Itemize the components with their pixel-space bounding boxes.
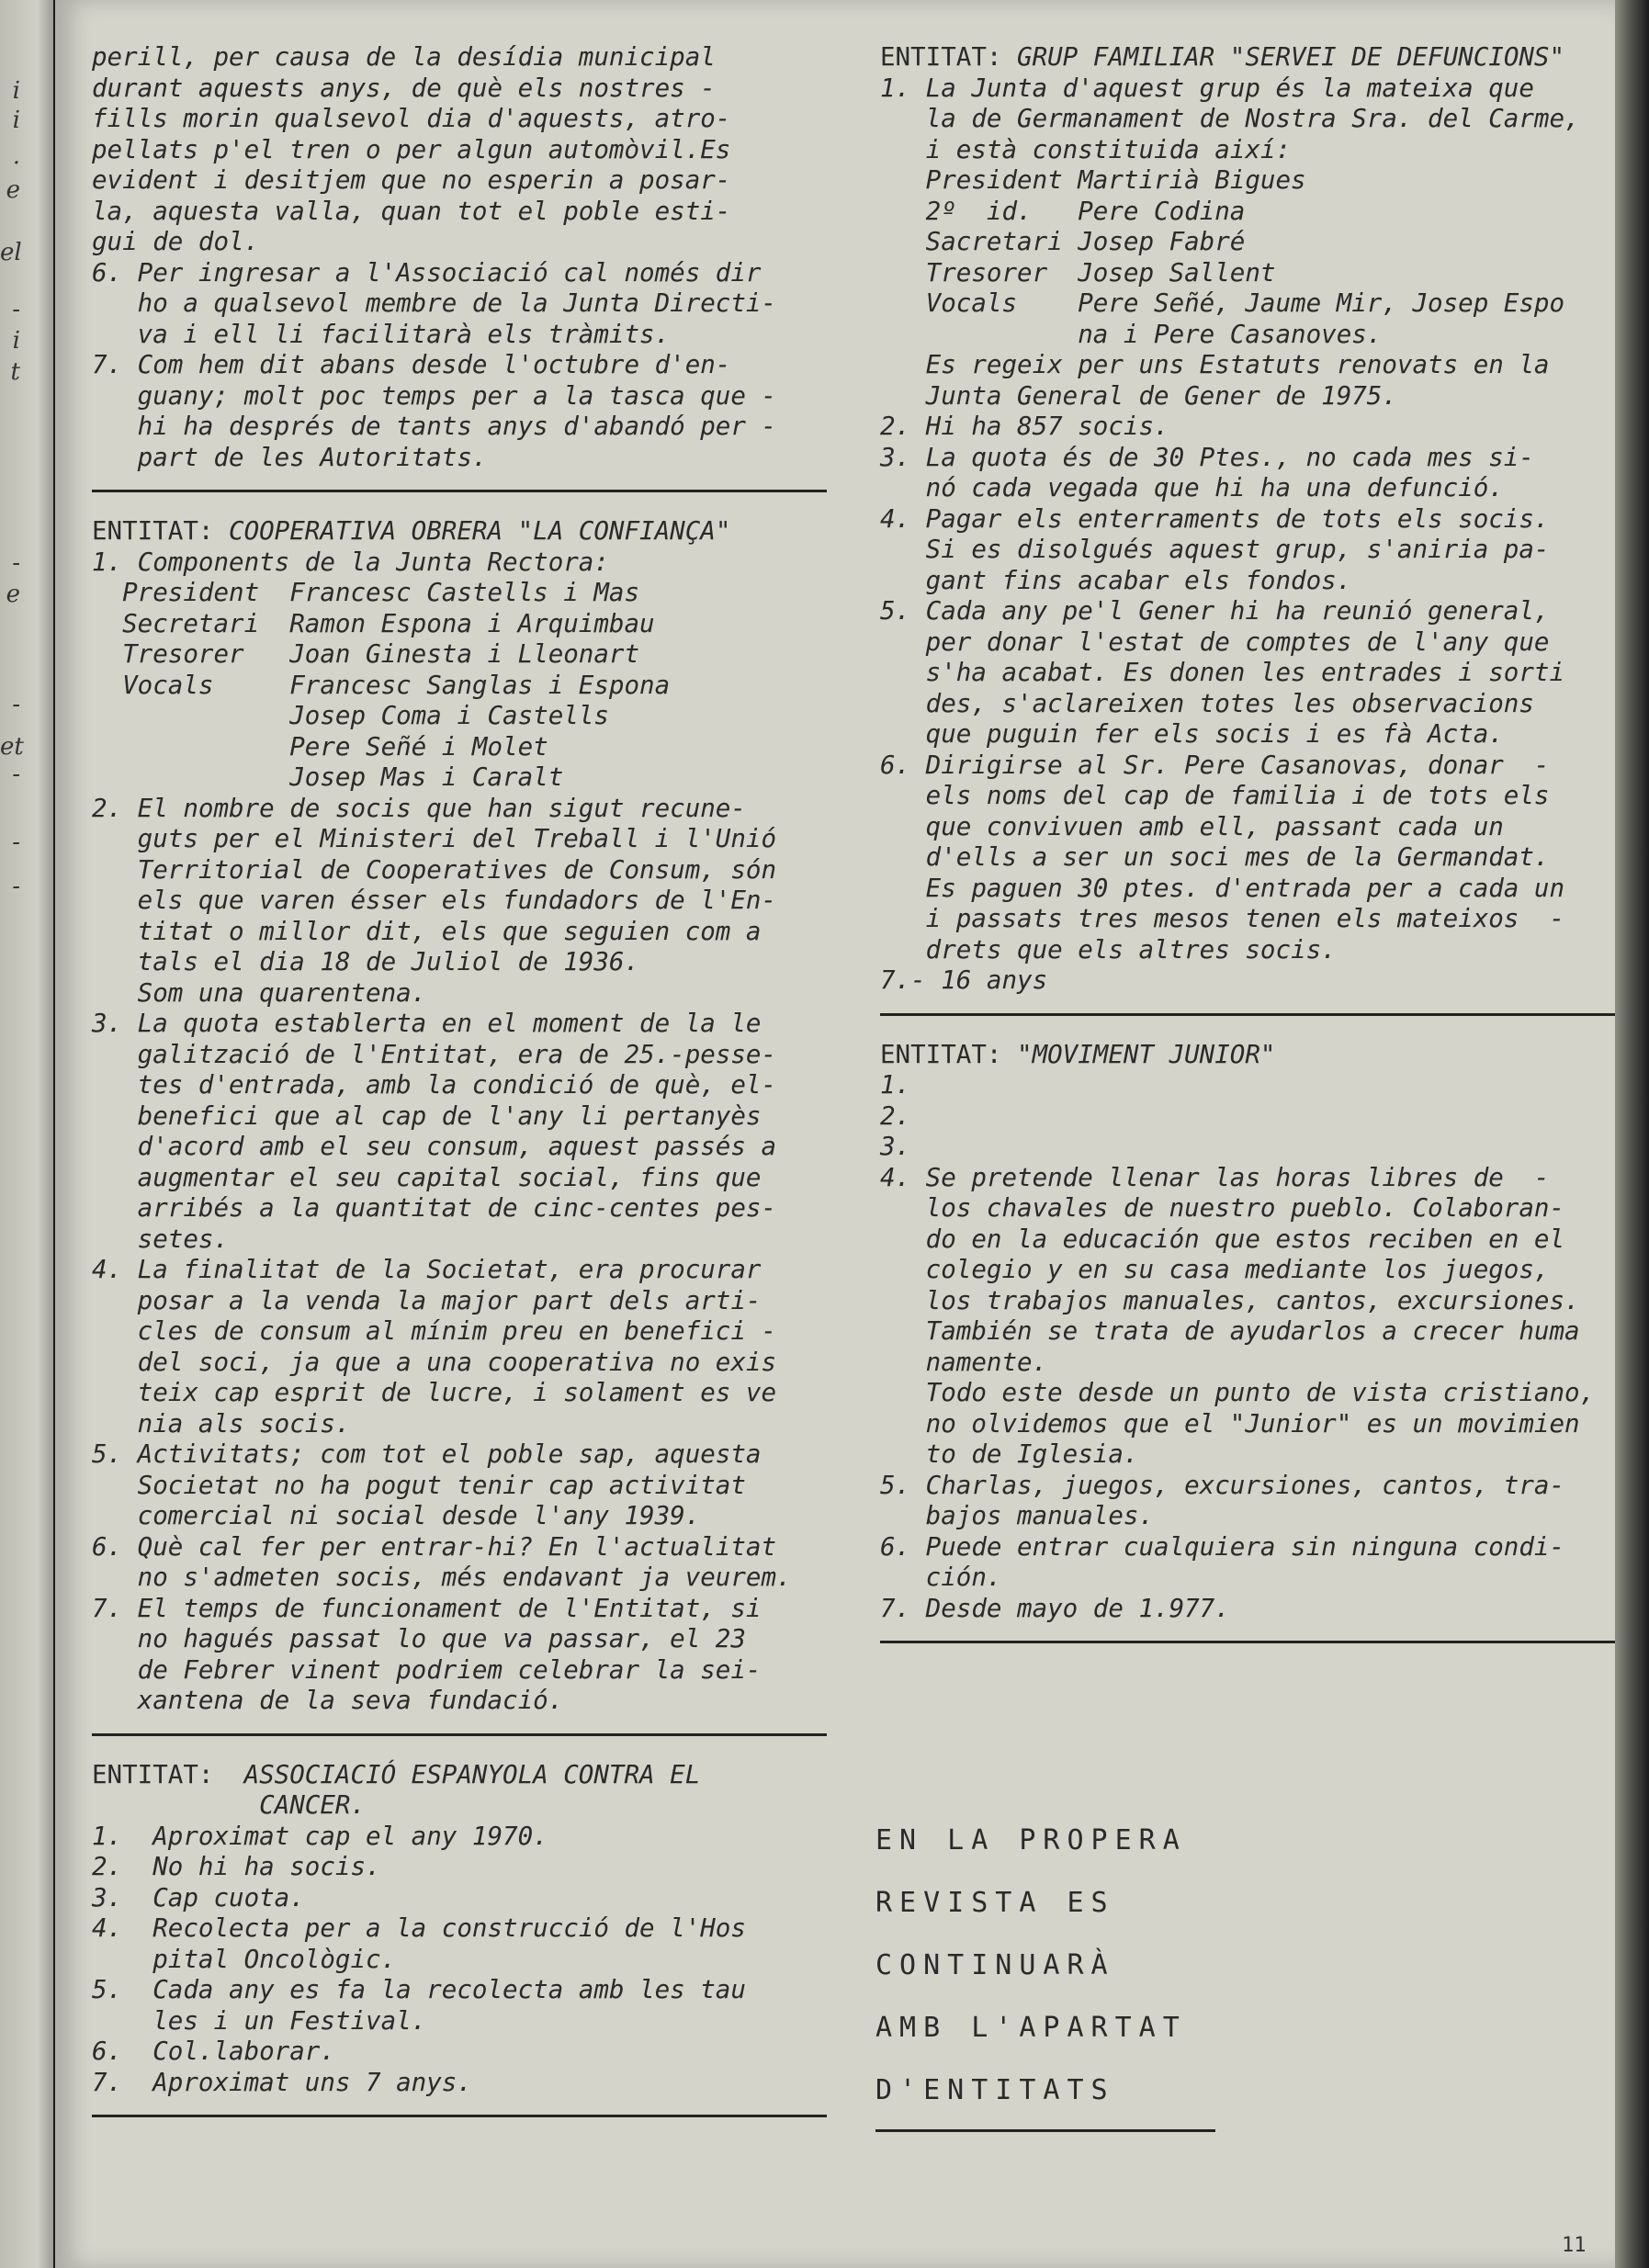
text-line: Sacretari Josep Fabré bbox=[880, 227, 1246, 256]
text-line: nó cada vegada que hi ha una defunció. bbox=[880, 473, 1504, 502]
previous-page-fragment: i bbox=[12, 77, 20, 105]
text-line: 5. Cada any pe'l Gener hi ha reunió general, bbox=[880, 596, 1550, 626]
previous-page-fragment: e bbox=[6, 581, 20, 608]
entity-section bbox=[92, 516, 827, 1736]
text-line: guany; molt poc temps per a la tasca que - bbox=[92, 380, 777, 411]
text-line: Junta General de Gener de 1975. bbox=[880, 380, 1397, 411]
previous-page-fragment: - bbox=[12, 829, 20, 856]
text-line: del soci, ja que a una cooperativa no exis bbox=[92, 1347, 777, 1377]
previous-page-fragment: i bbox=[12, 327, 20, 355]
text-line: 5. Charlas, juegos, excursiones, cantos, tra- bbox=[880, 1470, 1565, 1500]
text-line: no s'admeten socis, més endavant ja veurem. bbox=[92, 1563, 792, 1592]
text-line: els noms del cap de familia i de tots els bbox=[880, 781, 1550, 810]
text-line: va i ell li facilitarà els tràmits. bbox=[92, 319, 671, 349]
text-line: d'ells a ser un soci mes de la Germandat. bbox=[880, 842, 1550, 872]
text-line: galització de l'Entitat, era de 25.-pesse- bbox=[92, 1039, 777, 1069]
text-line: cles de consum al mínim preu en benefici - bbox=[92, 1316, 777, 1346]
text-line: Tresorer Joan Ginesta i Lleonart bbox=[92, 639, 640, 669]
text-line: Es regeix per uns Estatuts renovats en la bbox=[880, 350, 1550, 379]
text-line: d'acord amb el seu consum, aquest passés a bbox=[92, 1132, 777, 1161]
text-line: xantena de la seva fundació. bbox=[92, 1686, 564, 1715]
text-line: des, s'aclareixen totes les observacions bbox=[880, 688, 1534, 718]
previous-page-fragment: i bbox=[12, 107, 20, 134]
text-line: to de Iglesia. bbox=[880, 1439, 1139, 1469]
text-line: los chavales de nuestro pueblo. Colaboran- bbox=[880, 1193, 1565, 1223]
text-line: Es paguen 30 ptes. d'entrada per a cada un bbox=[880, 873, 1565, 903]
text-line: hi ha després de tants anys d'abandó per - bbox=[92, 412, 777, 441]
next-issue-notice bbox=[875, 1810, 1316, 2156]
text-line: 1. Components de la Junta Rectora: bbox=[92, 547, 609, 577]
text-line: no olvidemos que el "Junior" es un movimien bbox=[880, 1408, 1580, 1439]
text-line: 7. Desde mayo de 1.977. bbox=[880, 1593, 1230, 1623]
text-line: tals el dia 18 de Juliol de 1936. bbox=[92, 947, 640, 976]
notice-line: REVISTA ES bbox=[875, 1887, 1115, 1919]
entity-heading bbox=[92, 516, 827, 547]
text-line: 3. La quota és de 30 Ptes., no cada mes si- bbox=[880, 442, 1534, 472]
entity-name-continued: CANCER. bbox=[92, 1790, 367, 1820]
notice-line: CONTINUARÀ bbox=[875, 1949, 1115, 1981]
text-line: per donar l'estat de comptes de l'any que bbox=[880, 626, 1550, 657]
text-line: no hagués passat lo que va passar, el 23 bbox=[92, 1624, 746, 1653]
previous-page-fragment: . bbox=[12, 142, 20, 170]
text-line: los trabajos manuales, cantos, excursiones. bbox=[880, 1285, 1580, 1315]
text-line: do en la educación que estos reciben en el bbox=[880, 1224, 1565, 1254]
entity-heading bbox=[880, 42, 1615, 73]
previous-page-fragment: - bbox=[12, 873, 20, 900]
text-line: pital Oncològic. bbox=[92, 1944, 397, 1974]
entity-label: ENTITAT: bbox=[92, 516, 214, 546]
text-line: pellats p'el tren o per algun automòvil.Es bbox=[92, 134, 731, 164]
text-line: 2º id. Pere Codina bbox=[880, 196, 1246, 226]
text-line: 7. Com hem dit abans desde l'octubre d'en- bbox=[92, 350, 731, 379]
text-line: 5. Activitats; com tot el poble sap, aquesta bbox=[92, 1439, 762, 1469]
text-line: i està constituida així: bbox=[880, 134, 1292, 164]
section-divider bbox=[880, 1013, 1615, 1016]
text-line: ción. bbox=[880, 1563, 1002, 1592]
text-line: na i Pere Casanoves. bbox=[880, 319, 1383, 349]
section-divider bbox=[92, 490, 827, 492]
document-page bbox=[55, 0, 1615, 2268]
page-number: 11 bbox=[1562, 2234, 1587, 2257]
text-line: drets que els altres socis. bbox=[880, 934, 1337, 965]
text-line: Tresorer Josep Sallent bbox=[880, 257, 1276, 288]
text-line: También se trata de ayudarlos a crecer huma bbox=[880, 1316, 1580, 1346]
notice-line: EN LA PROPERA bbox=[875, 1824, 1187, 1856]
text-line: 1. Aproximat cap el any 1970. bbox=[92, 1821, 548, 1851]
continuation-text bbox=[92, 42, 827, 492]
text-line: les i un Festival. bbox=[92, 2005, 427, 2036]
entity-section bbox=[92, 1760, 827, 2118]
previous-page-fragment: - bbox=[12, 549, 20, 577]
text-line: 3. bbox=[880, 1132, 911, 1161]
entity-heading bbox=[92, 1760, 827, 1791]
text-line: guts per el Ministeri del Treball i l'Unió bbox=[92, 824, 777, 853]
page-right-edge bbox=[1615, 0, 1649, 2268]
section-divider bbox=[92, 2115, 827, 2117]
text-line: Societat no ha pogut tenir cap activitat bbox=[92, 1470, 746, 1500]
text-line: 2. El nombre de socis que han sigut recune- bbox=[92, 793, 746, 823]
entity-name: "MOVIMENT JUNIOR" bbox=[1001, 1039, 1276, 1069]
text-line: s'ha acabat. Es donen les entrades i sorti bbox=[880, 658, 1565, 687]
text-line: gant fins acabar els fondos. bbox=[880, 565, 1352, 595]
text-line: Si es disolgués aquest grup, s'aniria pa- bbox=[880, 535, 1550, 564]
text-line: Pere Señé i Molet bbox=[92, 731, 548, 762]
previous-page-fragment: - bbox=[12, 296, 20, 323]
previous-page-fragment: el bbox=[0, 239, 22, 266]
text-line: de Febrer vinent podriem celebrar la sei- bbox=[92, 1654, 762, 1685]
section-divider bbox=[92, 1733, 827, 1736]
text-line: namente. bbox=[880, 1347, 1048, 1377]
text-line: i passats tres mesos tenen els mateixos - bbox=[880, 904, 1565, 933]
text-line: perill, per causa de la desídia municipal bbox=[92, 42, 716, 72]
text-line: que puguin fer els socis i es fà Acta. bbox=[880, 719, 1504, 749]
text-line: 7.- 16 anys bbox=[880, 965, 1048, 995]
previous-page-fragment: et bbox=[0, 733, 24, 761]
entity-label: ENTITAT: bbox=[880, 42, 1002, 72]
previous-page-fragment: - bbox=[12, 691, 20, 718]
text-line: evident i desitjem que no esperin a posar- bbox=[92, 165, 731, 195]
text-line: 6. Què cal fer per entrar-hi? En l'actualitat bbox=[92, 1531, 777, 1562]
text-line: bajos manuales. bbox=[880, 1501, 1155, 1530]
text-line: 3. La quota establerta en el moment de la le bbox=[92, 1009, 762, 1038]
text-line: comercial ni social desde l'any 1939. bbox=[92, 1501, 701, 1530]
text-line: President Martirià Bigues bbox=[880, 165, 1306, 195]
text-line: 6. Dirigirse al Sr. Pere Casanovas, donar - bbox=[880, 750, 1550, 780]
text-line: 4. Se pretende llenar las horas libres de - bbox=[880, 1162, 1550, 1192]
text-line: posar a la venda la major part dels arti- bbox=[92, 1285, 762, 1315]
text-line: 7. Aproximat uns 7 anys. bbox=[92, 2067, 472, 2097]
text-line: Som una quarentena. bbox=[92, 977, 427, 1008]
entity-section bbox=[880, 42, 1615, 1016]
text-line: 7. El temps de funcionament de l'Entitat, si bbox=[92, 1593, 762, 1623]
text-line: 2. No hi ha socis. bbox=[92, 1852, 381, 1881]
text-line: 3. Cap cuota. bbox=[92, 1882, 305, 1913]
right-column bbox=[880, 42, 1615, 1667]
text-line: setes. bbox=[92, 1224, 230, 1254]
text-line: 6. Puede entrar cualquiera sin ninguna condi- bbox=[880, 1531, 1565, 1562]
text-line: teix cap esprit de lucre, i solament es ve bbox=[92, 1378, 777, 1407]
notice-line: D'ENTITATS bbox=[875, 2074, 1115, 2106]
text-line: Territorial de Cooperatives de Consum, són bbox=[92, 854, 777, 885]
notice-line: AMB L'APARTAT bbox=[875, 2012, 1187, 2044]
entity-section bbox=[880, 1040, 1615, 1644]
text-line: 5. Cada any es fa la recolecta amb les tau bbox=[92, 1975, 746, 2004]
text-line: la de Germanament de Nostra Sra. del Carme, bbox=[880, 104, 1580, 133]
text-line: 2. Hi ha 857 socis. bbox=[880, 412, 1169, 441]
text-line: 1. bbox=[880, 1070, 911, 1100]
text-line: 6. Col.laborar. bbox=[92, 2037, 335, 2066]
text-line: durant aquests anys, de què els nostres - bbox=[92, 73, 716, 103]
previous-page-fragment: e bbox=[6, 176, 20, 204]
text-line: 1. La Junta d'aquest grup és la mateixa que bbox=[880, 73, 1534, 103]
text-line: fills morin qualsevol dia d'aquests, atro- bbox=[92, 104, 731, 133]
text-line: que convivuen amb ell, passant cada un bbox=[880, 811, 1504, 841]
text-line: Vocals Francesc Sanglas i Espona bbox=[92, 670, 671, 700]
previous-page-fragment: - bbox=[12, 761, 20, 788]
text-line: 4. Recolecta per a la construcció de l'Hos bbox=[92, 1913, 746, 1943]
entity-label: ENTITAT: bbox=[880, 1039, 1002, 1069]
text-line: Vocals Pere Señé, Jaume Mir, Josep Espo bbox=[880, 288, 1565, 318]
entity-heading bbox=[880, 1040, 1615, 1071]
text-line: 6. Per ingresar a l'Associació cal només dir bbox=[92, 257, 762, 288]
text-line: la, aquesta valla, quan tot el poble esti- bbox=[92, 196, 731, 226]
entity-name: GRUP FAMILIAR "SERVEI DE DEFUNCIONS" bbox=[1001, 42, 1565, 72]
text-line: colegio y en su casa mediante los juegos, bbox=[880, 1255, 1550, 1284]
text-line: augmentar el seu capital social, fins que bbox=[92, 1162, 762, 1192]
text-line: Todo este desde un punto de vista cristiano, bbox=[880, 1378, 1596, 1407]
left-column bbox=[92, 42, 827, 2141]
text-line: titat o millor dit, els que seguien com a bbox=[92, 916, 762, 946]
text-line: Josep Coma i Castells bbox=[92, 701, 609, 730]
section-divider bbox=[880, 1641, 1615, 1643]
text-line: els que varen ésser els fundadors de l'En- bbox=[92, 886, 777, 915]
previous-page-fragment: t bbox=[10, 358, 20, 386]
text-line: 4. La finalitat de la Societat, era procurar bbox=[92, 1255, 762, 1284]
text-line: part de les Autoritats. bbox=[92, 442, 488, 472]
text-line: nia als socis. bbox=[92, 1408, 351, 1439]
text-line: benefici que al cap de l'any li pertanyès bbox=[92, 1100, 762, 1131]
text-line: tes d'entrada, amb la condició de què, el- bbox=[92, 1070, 777, 1100]
text-line: ho a qualsevol membre de la Junta Directi- bbox=[92, 288, 777, 318]
text-line: 4. Pagar els enterraments de tots els socis. bbox=[880, 503, 1550, 534]
text-line: arribés a la quantitat de cinc-centes pes- bbox=[92, 1193, 777, 1223]
text-line: gui de dol. bbox=[92, 227, 260, 256]
text-line: Secretari Ramon Espona i Arquimbau bbox=[92, 608, 655, 638]
text-line: 2. bbox=[880, 1100, 911, 1131]
entity-name: ASSOCIACIÓ ESPANYOLA CONTRA EL bbox=[213, 1759, 701, 1789]
text-line: Josep Mas i Caralt bbox=[92, 762, 564, 792]
notice-divider bbox=[875, 2129, 1215, 2132]
text-line: President Francesc Castells i Mas bbox=[92, 578, 640, 607]
entity-name: COOPERATIVA OBRERA "LA CONFIANÇA" bbox=[213, 516, 731, 546]
entity-label: ENTITAT: bbox=[92, 1759, 214, 1789]
